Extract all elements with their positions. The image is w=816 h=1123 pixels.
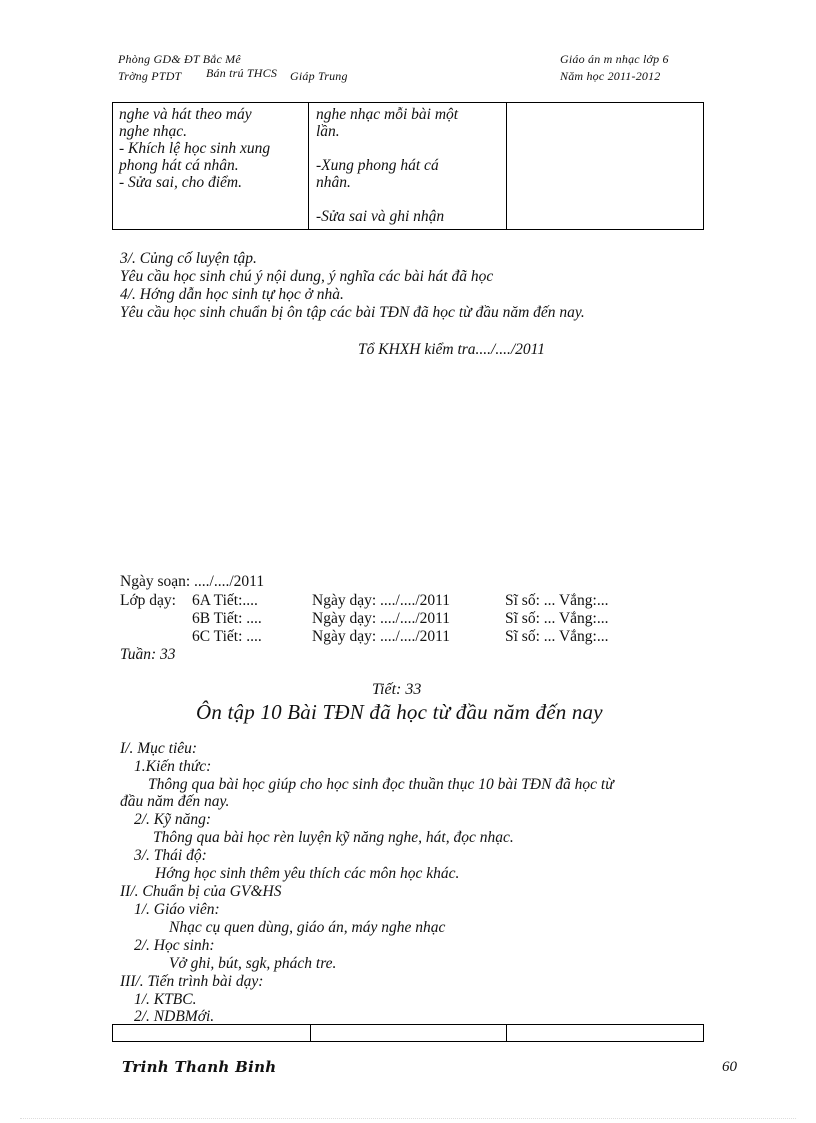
table-border-top xyxy=(112,102,704,103)
bottom-table-border-top xyxy=(112,1024,704,1025)
table-cell-teacher: nghe và hát theo máy nghe nhạc. - Khích lệ học sinh xung phong hát cá nhân. - Sửa sai, cho điểm. xyxy=(119,106,271,191)
header-school-year: Năm học 2011-2012 xyxy=(560,69,661,83)
procedure-heading: III/. Tiến trình bài dạy: xyxy=(120,973,264,990)
bottom-table-divider-1 xyxy=(310,1024,311,1042)
lesson-period: Tiết: 33 xyxy=(372,681,422,698)
objectives-heading: I/. Mục tiêu: xyxy=(120,740,198,757)
table-divider-1 xyxy=(308,102,309,230)
table-divider-2 xyxy=(506,102,507,230)
teacher-text: Nhạc cụ quen dùng, giáo án, máy nghe nhạc xyxy=(169,919,446,936)
skills-text: Thông qua bài học rèn luyện kỹ năng nghe, hát, đọc nhạc. xyxy=(153,829,514,846)
class-label: Lớp dạy: xyxy=(120,592,176,609)
bottom-table-border-left xyxy=(112,1024,113,1042)
table-border-bottom xyxy=(112,229,704,230)
teach-date-6c: Ngày dạy: ..../..../2011 xyxy=(312,628,451,645)
page-bottom-divider xyxy=(20,1118,796,1119)
week-number: Tuần: 33 xyxy=(120,646,176,663)
header-subject: Giáo án m nhạc lớp 6 xyxy=(560,52,669,66)
section-3-heading: 3/. Củng cố luyện tập. xyxy=(120,250,257,267)
attendance-6c: Sĩ số: ... Vắng:... xyxy=(505,628,609,645)
procedure-step-2: 2/. NDBMới. xyxy=(134,1008,215,1024)
attitude-text: Hớng học sinh thêm yêu thích các môn học khác. xyxy=(155,865,460,882)
knowledge-text-2: đầu năm đến nay. xyxy=(120,793,230,810)
section-3-text: Yêu cầu học sinh chú ý nội dung, ý nghĩa các bài hát đã học xyxy=(120,268,494,285)
attendance-6b: Sĩ số: ... Vắng:... xyxy=(505,610,609,627)
student-text: Vở ghi, bút, sgk, phách tre. xyxy=(169,955,337,972)
bottom-table-border-right xyxy=(703,1024,704,1042)
knowledge-text-1: Thông qua bài học giúp cho học sinh đọc thuần thục 10 bài TĐN đã học từ xyxy=(148,776,614,793)
procedure-step-1: 1/. KTBC. xyxy=(134,991,197,1008)
footer-author: Trinh Thanh Binh xyxy=(122,1058,277,1076)
preparation-heading: II/. Chuẩn bị của GV&HS xyxy=(120,883,282,900)
bottom-table-border-bottom xyxy=(112,1041,704,1042)
table-border-left xyxy=(112,102,113,230)
teach-date-6a: Ngày dạy: ..../..../2011 xyxy=(312,592,451,609)
knowledge-heading: 1.Kiến thức: xyxy=(134,758,212,775)
footer-page-number: 60 xyxy=(722,1059,737,1075)
student-heading: 2/. Học sinh: xyxy=(134,937,215,954)
department-check: Tổ KHXH kiểm tra..../..../2011 xyxy=(358,341,545,358)
header-school-place: Giáp Trung xyxy=(290,69,348,83)
header-school-type: Bán trú THCS xyxy=(206,66,278,80)
header-school-office: Phòng GD& ĐT Bắc Mê xyxy=(118,52,241,66)
bottom-table-divider-2 xyxy=(506,1024,507,1042)
teacher-heading: 1/. Giáo viên: xyxy=(134,901,220,918)
attitude-heading: 3/. Thái độ: xyxy=(134,847,207,864)
section-4-heading: 4/. Hớng dẫn học sinh tự học ở nhà. xyxy=(120,286,344,303)
table-cell-student: nghe nhạc mỗi bài một lần. -Xung phong hát cá nhân. -Sửa sai và ghi nhận xyxy=(316,106,459,225)
table-border-right xyxy=(703,102,704,230)
class-6c: 6C Tiết: .... xyxy=(192,628,262,645)
header-school-name: Trờng PTDT xyxy=(118,69,182,83)
skills-heading: 2/. Kỹ năng: xyxy=(134,811,212,828)
section-4-text: Yêu cầu học sinh chuẩn bị ôn tập các bài TĐN đã học từ đầu năm đến nay. xyxy=(120,304,585,321)
class-6b: 6B Tiết: .... xyxy=(192,610,262,627)
class-6a: 6A Tiết:.... xyxy=(192,592,258,609)
lesson-title: Ôn tập 10 Bài TĐN đã học từ đầu năm đến nay xyxy=(196,700,603,724)
teach-date-6b: Ngày dạy: ..../..../2011 xyxy=(312,610,451,627)
prep-date: Ngày soạn: ..../..../2011 xyxy=(120,573,265,590)
attendance-6a: Sĩ số: ... Vắng:... xyxy=(505,592,609,609)
